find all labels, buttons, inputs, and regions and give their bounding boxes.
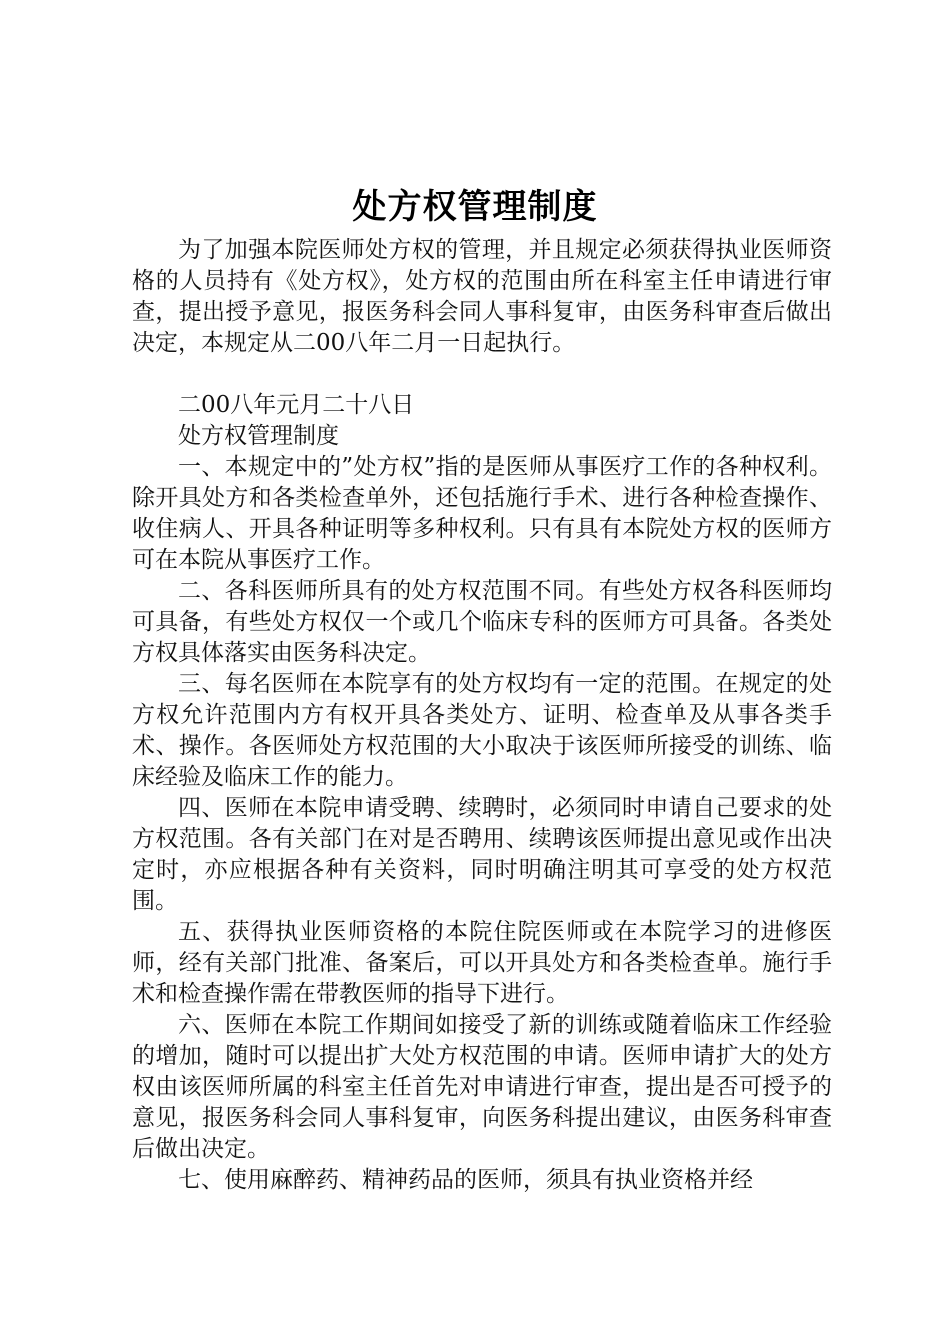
article-6: 六、医师在本院工作期间如接受了新的训练或随着临床工作经验的增加，随时可以提出扩大处方权范围的申请。医师申请扩大的处方权由该医师所属的科室主任首先对申请进行审查，提出是否可授予的意见，报医务科会同人事科复审，向医务科提出建议，由医务科审查后做出决定。 (132, 1012, 832, 1162)
article-4: 四、医师在本院申请受聘、续聘时，必须同时申请自己要求的处方权范围。各有关部门在对是否聘用、续聘该医师提出意见或作出决定时，亦应根据各种有关资料，同时明确注明其可享受的处方权范围。 (132, 795, 832, 914)
article-2: 二、各科医师所具有的处方权范围不同。有些处方权各科医师均可具备，有些处方权仅一个或几个临床专科的医师方可具备。各类处方权具体落实由医务科决定。 (132, 578, 832, 666)
intro-block (132, 235, 832, 359)
section-subtitle: 处方权管理制度 (178, 423, 339, 449)
intro-paragraph: 为了加强本院医师处方权的管理，并且规定必须获得执业医师资格的人员持有《处方权》，处方权的范围由所在科室主任申请进行审查，提出授予意见，报医务科会同人事科复审，由医务科审查后做出决定，本规定从二00八年二月一日起执行。 (132, 237, 832, 356)
article-1: 一、本规定中的”处方权”指的是医师从事医疗工作的各种权利。除开具处方和各类检查单外，还包括施行手术、进行各种检查操作、收住病人、开具各种证明等多种权利。只有具有本院处方权的医师方可在本院从事医疗工作。 (132, 454, 832, 573)
article-5: 五、获得执业医师资格的本院住院医师或在本院学习的进修医师，经有关部门批准、备案后，可以开具处方和各类检查单。施行手术和检查操作需在带教医师的指导下进行。 (132, 919, 832, 1007)
article-7: 七、使用麻醉药、精神药品的医师，须具有执业资格并经 (178, 1167, 753, 1193)
date-line: 二00八年元月二十八日 (178, 392, 415, 418)
article-3: 三、每名医师在本院享有的处方权均有一定的范围。在规定的处方权允许范围内方有权开具各类处方、证明、检查单及从事各类手术、操作。各医师处方权范围的大小取决于该医师所接受的训练、临床经验及临床工作的能力。 (132, 671, 832, 790)
body-block (132, 390, 832, 1196)
document-title: 处方权管理制度 (352, 187, 598, 227)
